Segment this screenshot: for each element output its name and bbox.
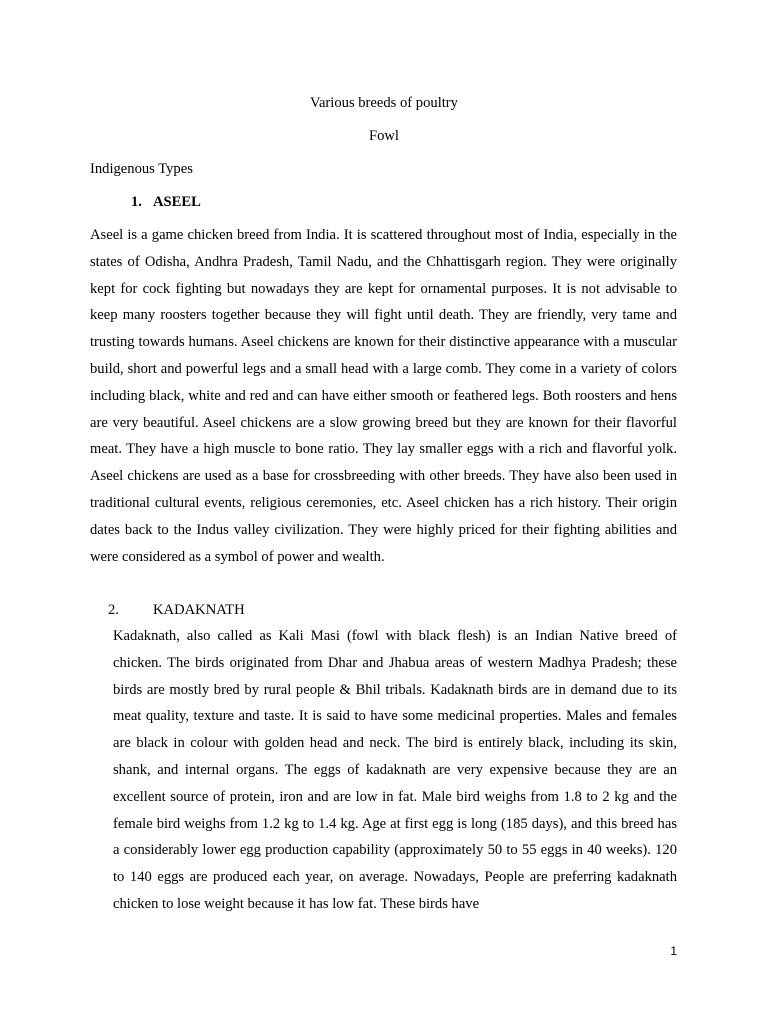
breed-heading-kadaknath: KADAKNATH [153,602,245,618]
breed-paragraph-aseel: Aseel is a game chicken breed from India. It is scattered throughout most of India, especially in the states of Odisha, Andhra Pradesh, Tamil Nadu, and the Chhattisgarh region. They were originally kept for cock fighting but nowadays they are kept for ornamental purposes. It is not advisable to keep many roosters together because they will fight until death. They are friendly, very tame and trusting towards humans. Aseel chickens are known for their distinctive appearance with a muscular build, short and powerful legs and a small head with a large comb. They come in a variety of colors including black, white and red and can have either smooth or feathered legs. Both roosters and hens are very beautiful. Aseel chickens are a slow growing breed but they are known for their flavorful meat. They have a high muscle to bone ratio. They lay smaller eggs with a rich and flavorful yolk. Aseel chickens are used as a base for crossbreeding with other breeds. They have also been used in traditional cultural events, religious ceremonies, etc. Aseel chicken has a rich history. Their origin dates back to the Indus valley civilization. They were highly priced for their fighting abilities and were considered as a symbol of power and wealth. [90,227,677,565]
page-number: 1 [670,944,677,958]
document-title: Various breeds of poultry [310,95,458,111]
section-heading: Indigenous Types [90,161,193,177]
breed-paragraph-kadaknath: Kadaknath, also called as Kali Masi (fowl with black flesh) is an Indian Native breed of chicken. The birds originated from Dhar and Jhabua areas of western Madhya Pradesh; these birds are mostly bred by rural people & Bhil tribals. Kadaknath birds are in demand due to its meat quality, texture and taste. It is said to have some medicinal properties. Males and females are black in colour with golden head and neck. The bird is entirely black, including its skin, shank, and internal organs. The eggs of kadaknath are very expensive because they are an excellent source of protein, iron and are low in fat. Male bird weighs from 1.8 to 2 kg and the female bird weighs from 1.2 kg to 1.4 kg. Age at first egg is long (185 days), and this breed has a considerably lower egg production capability (approximately 50 to 55 eggs in 40 weeks). 120 to 140 eggs are produced each year, on average. Nowadays, People are preferring kadaknath chicken to lose weight because it has low fat. These birds have [113,628,677,912]
list-item-number: 1. [131,194,142,210]
list-item-number: 2. [108,602,119,618]
document-subtitle: Fowl [368,128,399,144]
breed-heading-aseel: ASEEL [153,194,201,210]
